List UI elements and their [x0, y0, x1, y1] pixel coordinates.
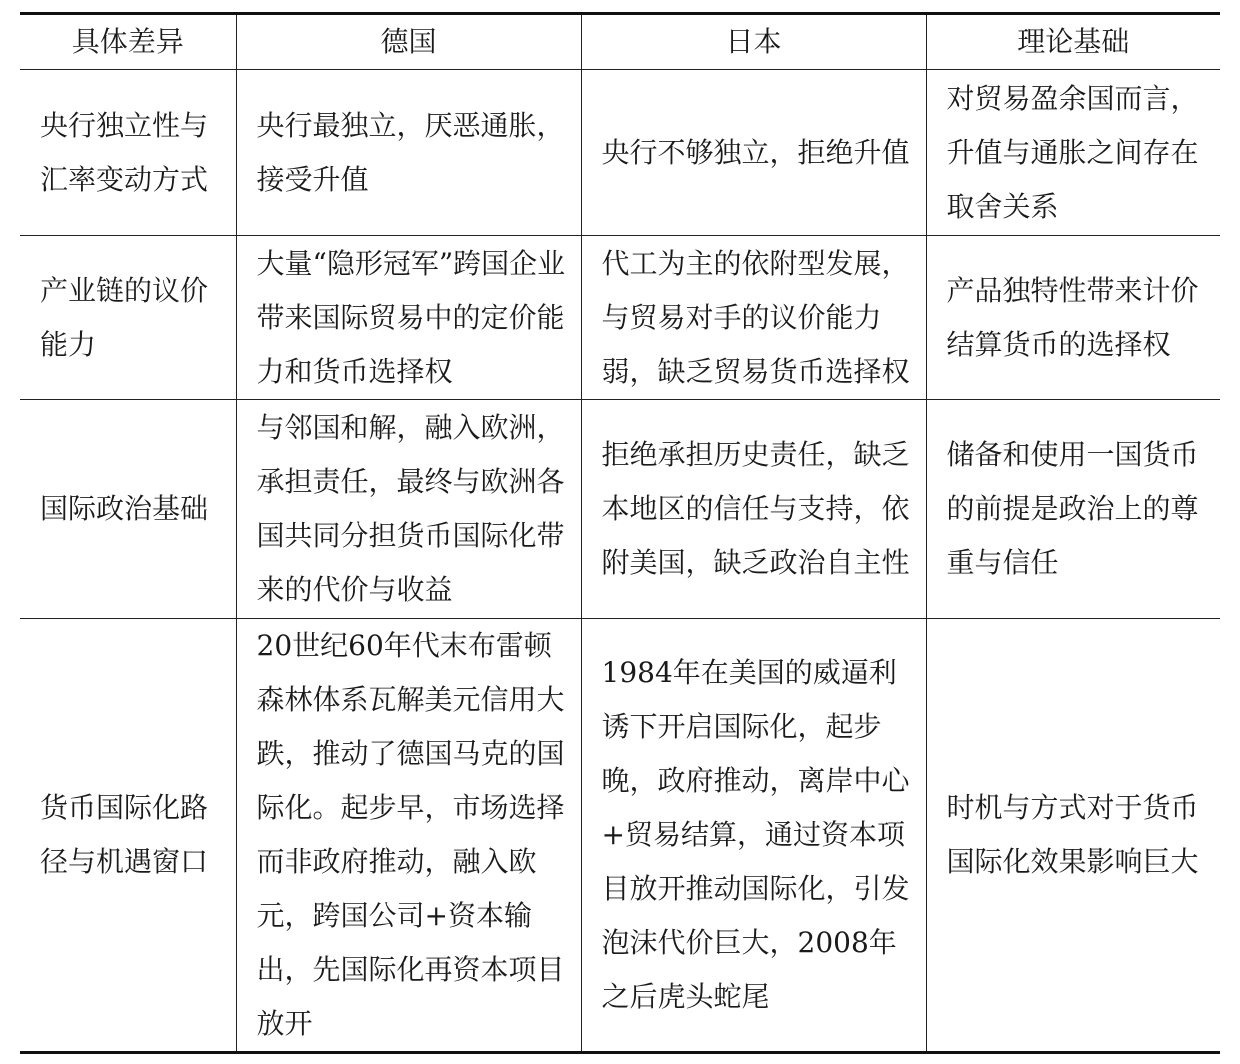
row-label-cell — [20, 236, 236, 400]
row-label: 货币国际化路径与机遇窗口 — [40, 791, 209, 878]
japan-text: 1984年在美国的威逼利诱下开启国际化，起步晚，政府推动，离岸中心+贸易结算，通过资本项目放开推动国际化，引发泡沫代价巨大，2008年之后虎头蛇尾 — [601, 656, 910, 1013]
theory-text: 储备和使用一国货币的前提是政治上的尊重与信任 — [946, 438, 1199, 579]
row-label: 产业链的议价能力 — [40, 273, 209, 361]
germany-text: 与邻国和解，融入欧洲，承担责任，最终与欧洲各国共同分担货币国际化带来的代价与收益 — [256, 411, 565, 606]
japan-cell — [581, 236, 926, 400]
germany-text: 大量“隐形冠军”跨国企业带来国际贸易中的定价能力和货币选择权 — [256, 246, 566, 388]
germany-cell — [236, 400, 581, 619]
theory-cell — [926, 70, 1220, 236]
row-label-cell — [20, 400, 236, 619]
table-header-row — [20, 14, 1220, 70]
table-row — [20, 70, 1220, 236]
header-difference: 具体差异 — [20, 14, 236, 70]
header-japan: 日本 — [581, 14, 926, 70]
theory-cell — [926, 619, 1220, 1053]
japan-cell — [581, 70, 926, 236]
header-germany: 德国 — [236, 14, 581, 70]
germany-text: 20世纪60年代末布雷顿森林体系瓦解美元信用大跌，推动了德国马克的国际化。起步早，市场选择而非政府推动，融入欧元，跨国公司+资本输出，先国际化再资本项目放开 — [256, 629, 565, 1040]
table-row — [20, 619, 1220, 1053]
germany-cell — [236, 619, 581, 1053]
theory-cell — [926, 400, 1220, 619]
japan-text: 央行不够独立，拒绝升值 — [601, 135, 910, 169]
theory-text: 时机与方式对于货币国际化效果影响巨大 — [946, 791, 1199, 878]
row-label-cell — [20, 619, 236, 1053]
header-theory: 理论基础 — [926, 14, 1220, 70]
japan-text: 拒绝承担历史责任，缺乏本地区的信任与支持，依附美国，缺乏政治自主性 — [601, 438, 910, 579]
germany-cell — [236, 70, 581, 236]
table-row — [20, 236, 1220, 400]
theory-text: 对贸易盈余国而言，升值与通胀之间存在取舍关系 — [946, 81, 1199, 223]
row-label: 国际政治基础 — [40, 492, 209, 525]
row-label-cell — [20, 70, 236, 236]
theory-text: 产品独特性带来计价结算货币的选择权 — [946, 273, 1199, 361]
theory-cell — [926, 236, 1220, 400]
japan-cell — [581, 619, 926, 1053]
table-row — [20, 400, 1220, 619]
germany-cell — [236, 236, 581, 400]
germany-text: 央行最独立，厌恶通胀，接受升值 — [256, 108, 565, 196]
japan-text: 代工为主的依附型发展，与贸易对手的议价能力弱，缺乏贸易货币选择权 — [601, 246, 910, 388]
comparison-table — [20, 12, 1220, 1054]
row-label: 央行独立性与汇率变动方式 — [40, 108, 209, 196]
japan-cell — [581, 400, 926, 619]
